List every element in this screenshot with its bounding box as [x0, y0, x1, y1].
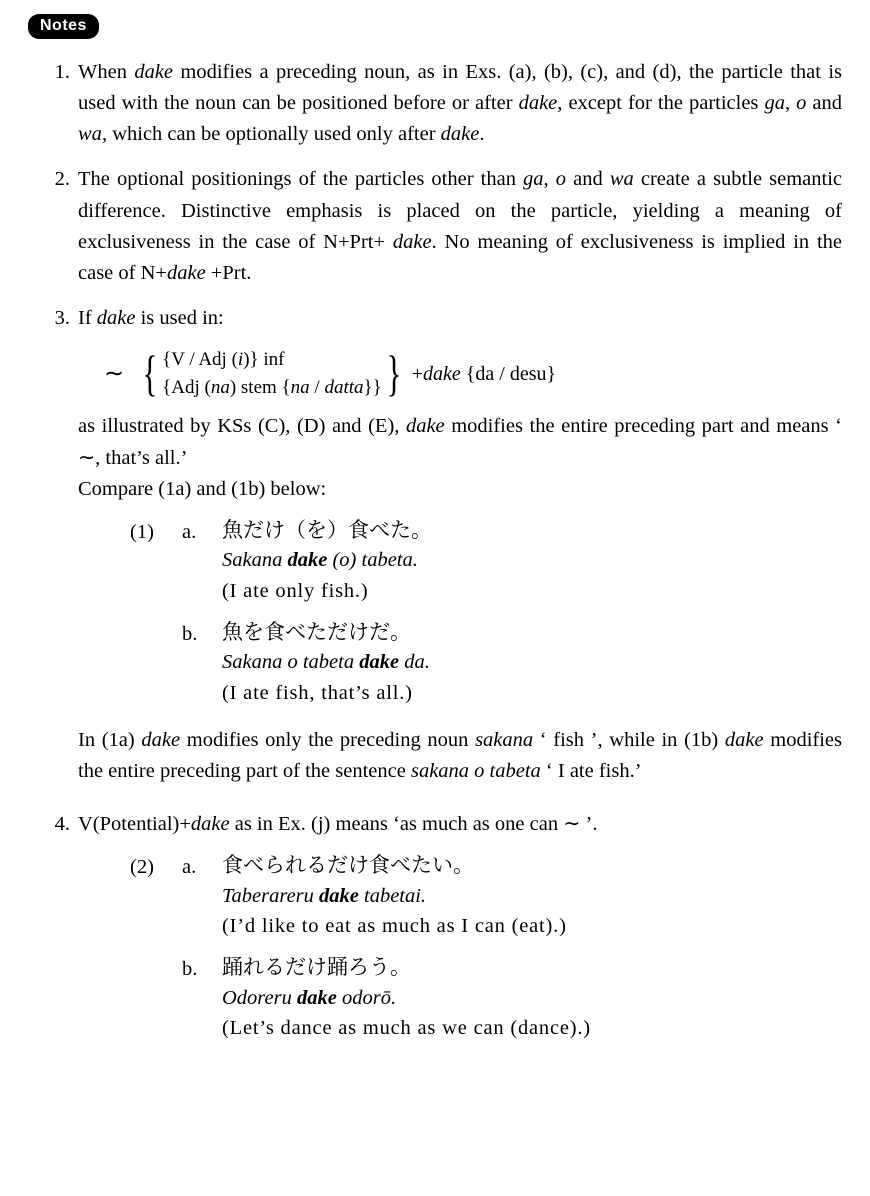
note2-seg1: ga	[523, 168, 544, 191]
example-row-2a	[130, 850, 842, 942]
note2-seg7: dake	[392, 230, 432, 253]
notes-list-continued	[0, 809, 870, 1044]
note1-seg12: .	[479, 123, 485, 146]
formula-tail-rest: {da / desu}	[460, 362, 557, 385]
note1-seg6: ,	[784, 92, 797, 115]
romaji-2a-post: tabetai.	[358, 884, 427, 907]
example-letter-1b: b.	[182, 622, 198, 645]
note3-para2: Compare (1a) and (1b) below:	[78, 477, 327, 500]
note2-seg9: dake	[166, 261, 206, 284]
note3-para1-it: dake	[405, 415, 445, 438]
note3-seg0: If	[78, 307, 97, 330]
romaji-2b-pre: Odoreru	[222, 986, 297, 1009]
formula-row-1: {V / Adj (i)} inf	[162, 349, 285, 371]
note2-seg10: +Prt.	[205, 261, 252, 284]
example-lines-2a	[222, 850, 842, 942]
example-row-1b	[130, 617, 842, 709]
notes-badge: Notes	[28, 14, 99, 39]
romaji-2b-bold: dake	[296, 986, 337, 1009]
note3-closing-paragraph	[0, 725, 870, 787]
note4-seg1: dake	[190, 813, 230, 835]
example-trans-1a: (I ate only fish.)	[222, 580, 369, 602]
formula-tail: +dake {da / desu}	[411, 362, 557, 385]
note2-seg6: create a subtle semantic difference. Distinctive emphasis is placed on the particle, yielding a meaning of exclusiveness in the case of N+Prt+	[78, 168, 842, 253]
note1-seg1: dake	[134, 61, 174, 83]
note-number-3: 3.	[54, 307, 70, 330]
note1-seg10: , which can be optionally used only after	[101, 123, 441, 146]
note-number-1: 1.	[54, 61, 70, 83]
note4-seg0: V(Potential)+	[78, 813, 191, 835]
example-romaji-2b	[222, 983, 842, 1014]
formula-tail-dake: dake	[423, 362, 461, 385]
note-item-2	[0, 164, 870, 289]
romaji-1a-pre: Sakana	[222, 549, 288, 572]
brace-left: {	[142, 345, 158, 402]
romaji-1b-post: da.	[399, 651, 430, 674]
note3-seg2: is used in:	[135, 307, 224, 330]
note1-seg7: o	[796, 92, 807, 115]
example-label-2: (2)	[130, 856, 154, 879]
note-text-4	[78, 813, 597, 835]
note2-seg2: ,	[543, 168, 556, 191]
note2-seg0: The optional positionings of the particles other than	[78, 168, 524, 191]
example-jp-1a: 魚だけ（を）食べた。	[222, 517, 432, 542]
note2-seg3: o	[555, 168, 567, 191]
note1-seg3: dake	[518, 92, 558, 115]
romaji-1b-pre: Sakana o tabeta	[222, 651, 360, 674]
example-lines-1b	[222, 617, 842, 709]
formula-stack	[162, 346, 382, 401]
closing-seg1: dake	[141, 728, 181, 751]
closing-seg0: In (1a)	[78, 728, 142, 751]
note-item-1	[0, 57, 870, 150]
example-trans-1b: (I ate fish, that’s all.)	[222, 681, 413, 704]
romaji-1b-bold: dake	[359, 651, 400, 674]
example-romaji-2a	[222, 881, 842, 912]
example-romaji-1b	[222, 647, 842, 678]
formula-row-2: {Adj (na) stem {na / datta}}	[162, 376, 382, 398]
example-label-2b-blank	[130, 952, 182, 954]
romaji-1a-post: (o) tabeta.	[327, 549, 418, 572]
note3-para1-a: as illustrated by KSs (C), (D) and (E),	[78, 415, 406, 438]
example-row-2b	[130, 952, 842, 1044]
note-item-4	[0, 809, 870, 1044]
note1-seg2: modifies a preceding noun, as in Exs. (a), (b), (c), and (d), the particle that is used with the noun can be positioned before or after	[78, 61, 842, 115]
example-letter-2a: a.	[182, 856, 197, 879]
closing-seg3: sakana	[475, 728, 534, 751]
example-label-1b-blank	[130, 617, 182, 619]
note-number-4: 4.	[54, 813, 70, 835]
note4-seg2: as in Ex. (j) means ‘as much as one can ∼ ’.	[229, 813, 598, 835]
note2-seg5: wa	[609, 168, 634, 191]
closing-seg5: dake	[724, 728, 764, 751]
note-text-2	[78, 168, 842, 283]
note-text-3	[78, 307, 224, 329]
example-label-1: (1)	[130, 520, 154, 543]
romaji-1a-bold: dake	[287, 549, 328, 572]
note3-para1	[78, 411, 842, 473]
tilde-symbol: ∼	[104, 360, 125, 387]
closing-seg8: ‘ I ate fish.’	[540, 759, 642, 782]
example-trans-2b: (Let’s dance as much as we can (dance).)	[222, 1017, 591, 1040]
closing-seg6: modifies the entire preceding part of the sentence	[78, 728, 842, 782]
example-romaji-1a	[222, 545, 842, 576]
example-trans-2a: (I’d like to eat as much as I can (eat).)	[222, 915, 567, 938]
romaji-2a-bold: dake	[319, 884, 359, 907]
example-row-1a	[130, 515, 842, 607]
example-group-2	[78, 850, 842, 1044]
example-jp-1b: 魚を食べただけだ。	[222, 619, 411, 644]
note-number-2: 2.	[54, 168, 70, 191]
example-letter-2b: b.	[182, 958, 198, 981]
example-lines-2b	[222, 952, 842, 1044]
example-jp-2b: 踊れるだけ踊ろう。	[222, 955, 411, 980]
note1-seg4: , except for the particles	[557, 92, 765, 115]
romaji-2b-post: odorō.	[336, 986, 397, 1009]
note1-seg0: When	[78, 61, 135, 83]
brace-right: }	[386, 345, 402, 402]
closing-seg4: ‘ fish ’, while in (1b)	[533, 728, 725, 751]
example-lines-1a	[222, 515, 842, 607]
example-jp-2a: 食べられるだけ食べたい。	[222, 853, 474, 878]
note2-seg4: and	[566, 168, 610, 191]
note1-seg9: wa	[78, 123, 102, 146]
example-letter-1a: a.	[182, 520, 197, 543]
notes-list	[0, 57, 870, 709]
example-group-1	[78, 515, 842, 709]
note3-para1-b: modifies the entire preceding part and means ‘ ∼, that’s all.’	[78, 415, 842, 469]
note3-seg1: dake	[96, 307, 136, 330]
note-text-1	[78, 61, 842, 145]
note1-seg8: and	[806, 92, 842, 115]
closing-seg7: sakana o tabeta	[410, 759, 541, 782]
romaji-2a-pre: Taberareru	[222, 884, 320, 907]
note1-seg5: ga	[764, 92, 785, 115]
formula-block	[78, 346, 842, 401]
closing-seg2: modifies only the preceding noun	[180, 728, 476, 751]
note-item-3	[0, 303, 870, 709]
note1-seg11: dake	[440, 123, 480, 146]
note2-seg8: . No meaning of exclusiveness is implied in the case of N+	[78, 230, 843, 284]
